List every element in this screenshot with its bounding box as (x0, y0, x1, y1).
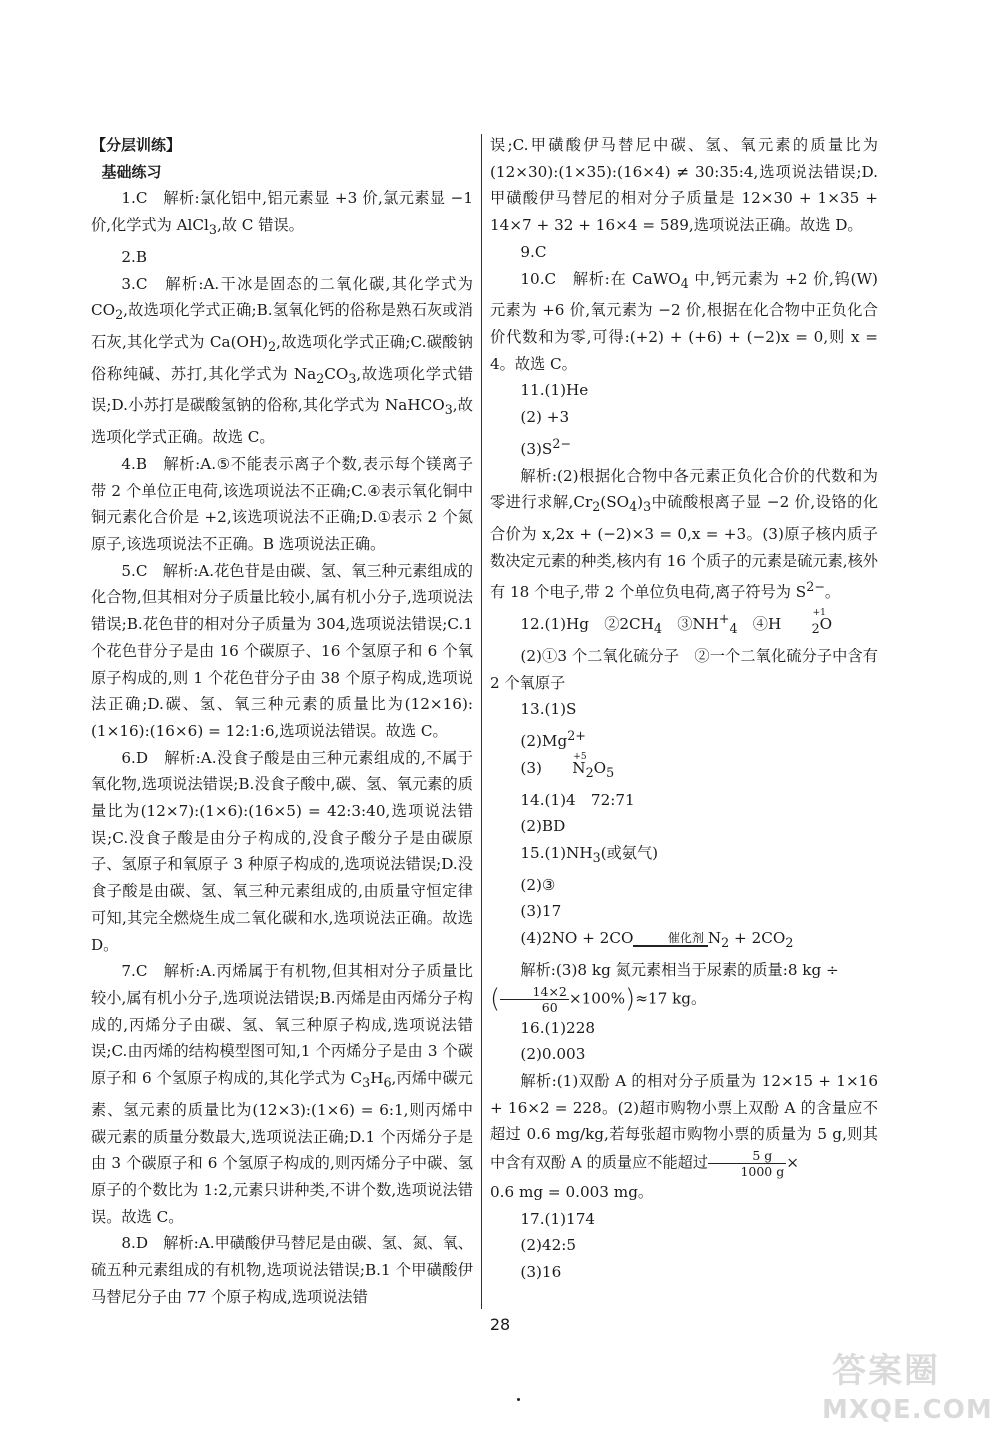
answer-15-1: $15.(1)NH_3$(或氨气) (520, 843, 659, 865)
answer-17-1: 17.(1)174 (520, 1209, 596, 1228)
answer-6: 6.D 解析:A.没食子酸是由三种元素组成的,不属于氧化物,选项说法错误;B.没食子酸中,碳、氢、氧元素的质量比为(12×7):(1×6):(16×5) = 42:3:40,选项说法错误;C.没食子酸是由分子构成的,没食子酸分子是由碳原子、氢原子和氧原子 3 种原子构成的,选项说法错误;D.没食子酸是由碳、氢、氧三种元素组成的,由质量守恒定律可知,其完全燃烧生成二氧化碳和水,选项说法正确。故选 D。 (91, 748, 473, 954)
answer-16-explanation: 解析:(1)双酚 A 的相对分子质量为 12×15 + 1×16 + 16×2 = 228。(2)超市购物小票上双酚 A 的含量应不超过 0.6 mg/kg,若每张超市购物小票的质量为 5 g,则其中含有双酚 A 的质量应不能超过 $\frac{5 g}{1000 g}$ × 0.6 mg = 0.003 mg。 (490, 1071, 878, 1202)
print-dot (517, 1398, 520, 1401)
answer-15-2: (2)③ (520, 875, 556, 894)
watermark-text: 答案圈 (832, 1351, 940, 1391)
answer-15-4: (4)2NO + 2CO 催化剂 $N_2 + 2CO_2$ (520, 929, 794, 951)
answer-2: 2.B (121, 247, 148, 266)
answer-8: 8.D 解析:A.甲磺酸伊马替尼是由碳、氢、氮、氧、硫五种元素组成的有机物,选项说法错误;B.1 个甲磺酸伊马替尼分子由 77 个原子构成,选项说法错 (91, 1234, 473, 1306)
answer-16-2: (2)0.003 (520, 1045, 586, 1064)
answer-9: 9.C (520, 242, 547, 261)
answer-14-1: 14.(1)4 72:71 (520, 790, 635, 809)
answer-13-1: 13.(1)S (520, 700, 577, 719)
answer-4: 4.B 解析:A.⑤不能表示离子个数,表示每个镁离子带 2 个单位正电荷,该选项说法不正确;C.④表示氧化铜中铜元素化合价是 +2,该选项说法不正确;D.①表示 2 个氮原子,该选项说法不正确。B 选项说法正确。 (91, 454, 473, 553)
answer-7: 7.C 解析:A.丙烯属于有机物,但其相对分子质量比较小,属有机小分子,选项说法错误;B.丙烯是由丙烯分子构成的,丙烯分子由碳、氢、氧三种原子构成,选项说法错误;C.由丙烯的结构模型图可知,1 个丙烯分子是由 3 个碳原子和 6 个氢原子构成的,其化学式为 $C_3H_6$,丙烯中碳元素、氢元素的质量比为(12×3):(1×6) = 6:1,则丙烯中碳元素的质量分数最大,选项说法正确;D.1 个丙烯分子是由 3 个碳原子和 6 个氢原子构成的,则丙烯分子中碳、氢原子的个数比为 1:2,元素只讲种类,不讲个数,选项说法错误。故选 C。 (91, 962, 473, 1226)
answer-3: 3.C 解析:A.干冰是固态的二氧化碳,其化学式为 $CO_2$,故选项化学式正确;B.氢氧化钙的俗称是熟石灰或消石灰,其化学式为 $Ca(OH)_2$,故选项化学式正确;C.碳酸钠俗称纯碱、苏打,其化学式为 $Na_2CO_3$,故选项化学式错误;D.小苏打是碳酸氢钠的俗称,其化学式为 NaHCO$_3$,故选项化学式正确。故选 C。 (91, 274, 473, 447)
left-column (91, 132, 473, 1310)
answer-5: 5.C 解析:A.花色苷是由碳、氢、氧三种元素组成的化合物,但其相对分子质量比较小,属有机小分子,选项说法错误;B.花色苷的相对分子质量为 304,选项说法错误;C.1 个花色苷分子是由 16 个碳原子、16 个氢原子和 6 个氧原子构成的,则 1 个花色苷分子由 38 个原子构成,选项说法正确;D.碳、氢、氧三种元素的质量比为(12×16):(1×16):(16×6) = 12:1:6,选项说法错误。故选 C。 (91, 561, 473, 740)
answer-15-explanation: 解析:(3)8 kg 氮元素相当于尿素的质量:8 kg ÷ ( $\frac{14\times 2}{60}$ ×100%)≈17 kg。 (490, 960, 839, 1015)
answer-13-2: $(2)Mg^{2+}$ (520, 728, 586, 751)
fraction: $\frac{5 g}{1000 g}$ (708, 1148, 786, 1179)
answer-12-1: 12.(1)Hg $②2CH_4$ $③NH^+_4$ ④H +1 $_2$O (520, 608, 833, 637)
answer-16-1: 16.(1)228 (520, 1018, 596, 1037)
answer-11-explanation: 解析:(2)根据化合物中各元素正负化合价的代数和为零进行求解$,Cr_2(SO_4)_3$中硫酸根离子显 −2 价,设铬的化合价为 x,2x + (−2)×3 = 0,x = +3。(3)原子核内质子数决定元素的种类,核内有 16 个质子的元素是硫元素,核外有 18 个电子,带 2 个单位负电荷,离子符号为 $S^{2-}$。 (490, 466, 878, 602)
answer-1: 1.C 解析:氯化铝中,铝元素显 +3 价,氯元素显 −1 价,化学式为 AlCl$_3$,故 C 错误。 (91, 189, 473, 238)
answer-17-3: (3)16 (520, 1263, 562, 1282)
subheading: 基础练习 (101, 162, 162, 181)
column-divider (481, 134, 482, 1309)
answer-13-3: (3) N +5 $_2O_5$ (520, 751, 615, 780)
answer-8-continued: 误;C.甲磺酸伊马替尼中碳、氢、氧元素的质量比为(12×30):(1×35):(16×4) ≠ 30:35:4,选项说法错误;D.甲磺酸伊马替尼的相对分子质量是 12×30 + 1×35 + 14×7 + 32 + 16×4 = 589,选项说法正确。故选 D。 (490, 136, 878, 235)
watermark-url: MXQE.COM (822, 1395, 993, 1425)
catalyst-arrow: 催化剂 (633, 931, 707, 947)
answer-17-2: (2)42:5 (520, 1236, 577, 1255)
right-column (490, 132, 878, 1286)
answer-15-3: (3)17 (520, 902, 562, 921)
answer-11-1: 11.(1)He (520, 381, 589, 400)
fraction: $\frac{14\times 2}{60}$ (500, 984, 569, 1015)
section-heading: 【分层训练】 (91, 136, 182, 154)
answer-12-2: (2)①3 个二氧化硫分子 ②一个二氧化硫分子中含有 2 个氧原子 (490, 646, 878, 692)
page-number: 28 (489, 1315, 511, 1334)
answer-11-2: (2) +3 (520, 408, 570, 427)
answer-11-3: $(3)S^{2-}$ (520, 435, 571, 458)
answer-14-2: (2)BD (520, 817, 566, 836)
answer-10: 10.C 解析:在 CaWO$_4$ 中,钙元素为 +2 价,钨(W)元素为 +6 价,氧元素为 −2 价,根据在化合物中正负化合价代数和为零,可得:(+2) + (+6) + (−2)x = 0,则 x = 4。故选 C。 (490, 269, 878, 373)
watermark-logo (820, 1343, 992, 1433)
